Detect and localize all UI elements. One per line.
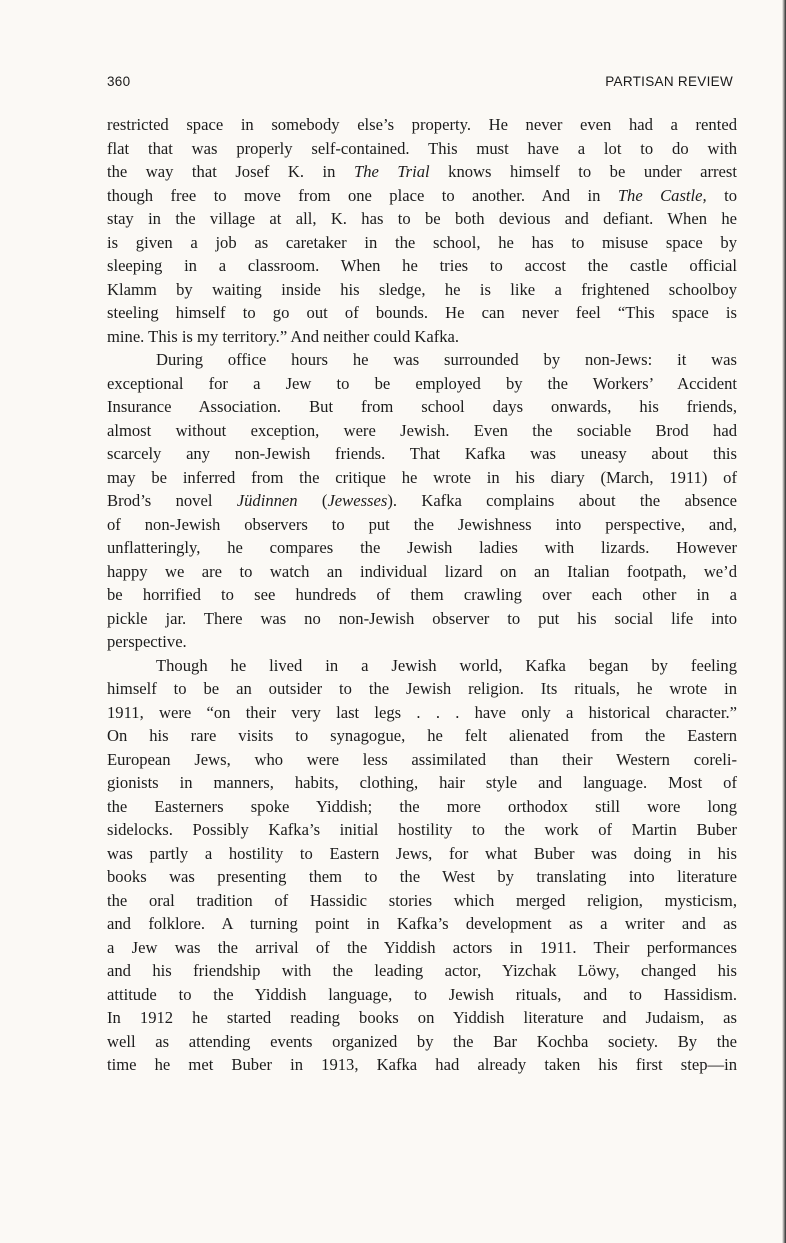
text-line: a Jew was the arrival of the Yiddish actors in 1911. Their performances xyxy=(107,937,737,957)
text-line: pickle jar. There was no non-Jewish observer to put his social life into xyxy=(107,608,737,628)
running-header xyxy=(107,74,733,96)
text-line: and his friendship with the leading actor, Yizchak Löwy, changed his xyxy=(107,961,737,980)
text-line: Though he lived in a Jewish world, Kafka began by feeling xyxy=(156,655,737,675)
text-line: 1911, were “on their very last legs . . . have only a historical character.” xyxy=(107,702,737,722)
text-line: the Easterners spoke Yiddish; the more orthodox still wore long xyxy=(107,796,737,816)
text-line: the oral tradition of Hassidic stories which merged religion, mysticism, xyxy=(107,890,737,910)
journal-title: PARTISAN REVIEW xyxy=(605,74,733,89)
text-line: himself to be an outsider to the Jewish religion. Its rituals, he wrote in xyxy=(107,679,737,698)
text-line: was partly a hostility to Eastern Jews, for what Buber was doing in his xyxy=(107,843,737,863)
text-line: may be inferred from the critique he wrote in his diary (March, 1911) of xyxy=(107,467,737,487)
text-line: of non-Jewish observers to put the Jewishness into perspective, and, xyxy=(107,514,737,534)
page-number: 360 xyxy=(107,74,131,89)
text-line: In 1912 he started reading books on Yiddish literature and Judaism, as xyxy=(107,1008,737,1027)
text-line: the way that Josef K. in The Trial knows himself to be under arrest xyxy=(107,162,737,181)
text-line: exceptional for a Jew to be employed by the Workers’ Accident xyxy=(107,373,737,393)
text-line: European Jews, who were less assimilated than their Western coreli- xyxy=(107,749,737,769)
text-line: time he met Buber in 1913, Kafka had already taken his first step—in xyxy=(107,1055,737,1074)
text-line: perspective. xyxy=(107,632,187,651)
text-line: attitude to the Yiddish language, to Jewish rituals, and to Hassidism. xyxy=(107,984,737,1004)
text-line: scarcely any non-Jewish friends. That Kafka was uneasy about this xyxy=(107,444,737,463)
text-line: Brod’s novel Jüdinnen (Jewesses). Kafka complains about the absence xyxy=(107,491,737,510)
text-line: Insurance Association. But from school days onwards, his friends, xyxy=(107,397,737,416)
text-line: happy we are to watch an individual lizard on an Italian footpath, we’d xyxy=(107,561,737,581)
text-line: is given a job as caretaker in the school, he has to misuse space by xyxy=(107,232,737,252)
text-line: unflatteringly, he compares the Jewish ladies with lizards. However xyxy=(107,538,737,557)
text-line: Klamm by waiting inside his sledge, he is like a frightened schoolboy xyxy=(107,279,737,299)
text-line: restricted space in somebody else’s property. He never even had a rented xyxy=(107,115,737,134)
text-line: mine. This is my territory.” And neither could Kafka. xyxy=(107,326,460,346)
text-line: sidelocks. Possibly Kafka’s initial hostility to the work of Martin Buber xyxy=(107,820,737,839)
text-line: well as attending events organized by the Bar Kochba society. By the xyxy=(107,1031,737,1051)
text-line: books was presenting them to the West by translating into literature xyxy=(107,867,737,886)
page-edge xyxy=(782,0,786,1243)
text-line: steeling himself to go out of bounds. He can never feel “This space is xyxy=(107,303,737,322)
text-line: On his rare visits to synagogue, he felt alienated from the Eastern xyxy=(107,726,737,745)
text-line: be horrified to see hundreds of them crawling over each other in a xyxy=(107,585,737,604)
text-line: stay in the village at all, K. has to be both devious and defiant. When he xyxy=(107,209,737,228)
text-line: sleeping in a classroom. When he tries to accost the castle official xyxy=(107,256,737,275)
text-line: almost without exception, were Jewish. Even the sociable Brod had xyxy=(107,420,737,440)
text-line: gionists in manners, habits, clothing, hair style and language. Most of xyxy=(107,773,737,792)
text-line: During office hours he was surrounded by non-Jews: it was xyxy=(156,350,737,369)
text-line: though free to move from one place to another. And in The Castle, to xyxy=(107,185,737,205)
body-text xyxy=(107,113,737,1077)
text-line: flat that was properly self-contained. This must have a lot to do with xyxy=(107,138,737,158)
text-line: and folklore. A turning point in Kafka’s development as a writer and as xyxy=(107,914,737,933)
